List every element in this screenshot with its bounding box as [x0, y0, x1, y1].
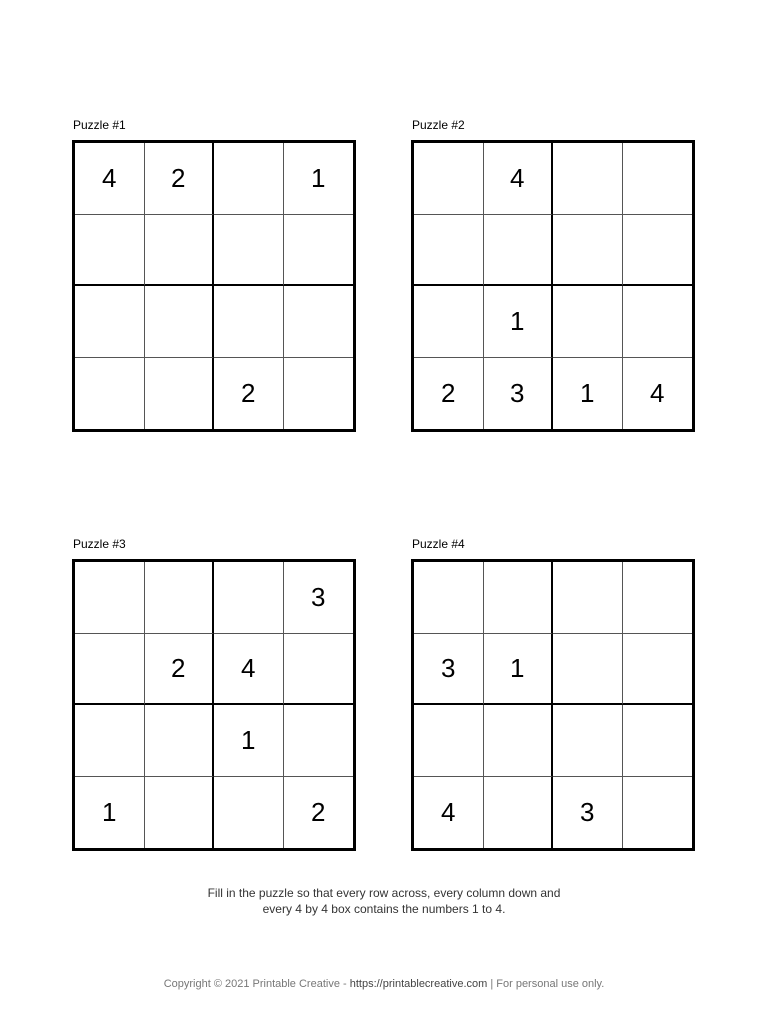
instructions-text: [134, 885, 634, 917]
puzzle-title: Puzzle #3: [73, 537, 126, 551]
grid-cell: 4: [75, 143, 145, 215]
grid-cell[interactable]: [214, 562, 284, 634]
grid-cell[interactable]: [553, 705, 623, 777]
grid-cell[interactable]: [145, 777, 215, 849]
grid-cell[interactable]: [484, 705, 554, 777]
grid-cell[interactable]: [623, 777, 693, 849]
grid-cell[interactable]: [414, 705, 484, 777]
grid-cell[interactable]: [623, 143, 693, 215]
grid-cell[interactable]: [75, 358, 145, 430]
grid-cell[interactable]: [284, 286, 354, 358]
grid-cell[interactable]: [414, 286, 484, 358]
grid-cell: 3: [284, 562, 354, 634]
grid-cell[interactable]: [214, 143, 284, 215]
grid-cell[interactable]: [145, 705, 215, 777]
grid-cell[interactable]: [623, 286, 693, 358]
grid-cell[interactable]: [214, 777, 284, 849]
grid-cell: 4: [650, 378, 665, 409]
grid-cell[interactable]: [145, 215, 215, 287]
grid-cell[interactable]: [414, 562, 484, 634]
grid-cell: 2: [414, 358, 484, 430]
grid-cell: 1: [284, 143, 354, 215]
grid-cell[interactable]: [75, 562, 145, 634]
grid-cell[interactable]: [414, 215, 484, 287]
grid-cell: 3: [553, 777, 623, 849]
grid-cell: 2: [311, 797, 326, 828]
grid-cell[interactable]: [553, 286, 623, 358]
grid-cell[interactable]: [553, 562, 623, 634]
grid-cell: 4: [414, 777, 484, 849]
grid-cell: 1: [214, 705, 284, 777]
puzzle-title: Puzzle #1: [73, 118, 126, 132]
grid-cell: 4: [484, 143, 554, 215]
grid-cell: 2: [145, 143, 215, 215]
grid-cell[interactable]: [623, 215, 693, 287]
grid-cell[interactable]: [145, 286, 215, 358]
grid-cell[interactable]: [553, 634, 623, 706]
grid-cell[interactable]: [623, 705, 693, 777]
grid-cell[interactable]: [484, 562, 554, 634]
puzzle-title: Puzzle #4: [412, 537, 465, 551]
puzzle-grid: [72, 140, 356, 432]
footer-copyright: [84, 977, 684, 991]
grid-cell[interactable]: [284, 358, 354, 430]
grid-cell: 4: [214, 634, 284, 706]
website-link[interactable]: https://printablecreative.com: [349, 978, 488, 990]
grid-cell[interactable]: [214, 215, 284, 287]
grid-cell[interactable]: [553, 215, 623, 287]
grid-cell[interactable]: [484, 215, 554, 287]
grid-cell[interactable]: [284, 215, 354, 287]
grid-cell: 3: [414, 634, 484, 706]
grid-cell: 3: [484, 358, 554, 430]
grid-cell: 1: [484, 634, 554, 706]
grid-cell[interactable]: [214, 286, 284, 358]
grid-cell[interactable]: [623, 634, 693, 706]
grid-cell[interactable]: [145, 358, 215, 430]
grid-cell[interactable]: [623, 562, 693, 634]
instructions-line-2: every 4 by 4 box contains the numbers 1 to 4.: [262, 902, 506, 916]
puzzle-grid: [72, 559, 356, 851]
puzzle-grid: [411, 559, 695, 851]
copyright-text: Copyright © 2021 Printable Creative -: [163, 978, 350, 990]
grid-cell[interactable]: [553, 143, 623, 215]
grid-cell: 1: [75, 777, 145, 849]
grid-cell[interactable]: [75, 286, 145, 358]
grid-cell[interactable]: [145, 562, 215, 634]
grid-cell[interactable]: [75, 634, 145, 706]
grid-cell: 2: [214, 358, 284, 430]
grid-cell: 2: [145, 634, 215, 706]
puzzle-grid: [411, 140, 695, 432]
grid-cell[interactable]: [484, 777, 554, 849]
grid-cell[interactable]: [414, 143, 484, 215]
grid-cell[interactable]: [75, 215, 145, 287]
grid-cell[interactable]: [75, 705, 145, 777]
grid-cell: 1: [553, 358, 623, 430]
grid-cell: 1: [484, 286, 554, 358]
instructions-line-1: Fill in the puzzle so that every row across, every column down and: [207, 886, 561, 900]
usage-note: | For personal use only.: [487, 978, 605, 990]
grid-cell[interactable]: [284, 634, 354, 706]
puzzle-title: Puzzle #2: [412, 118, 465, 132]
grid-cell[interactable]: [284, 705, 354, 777]
